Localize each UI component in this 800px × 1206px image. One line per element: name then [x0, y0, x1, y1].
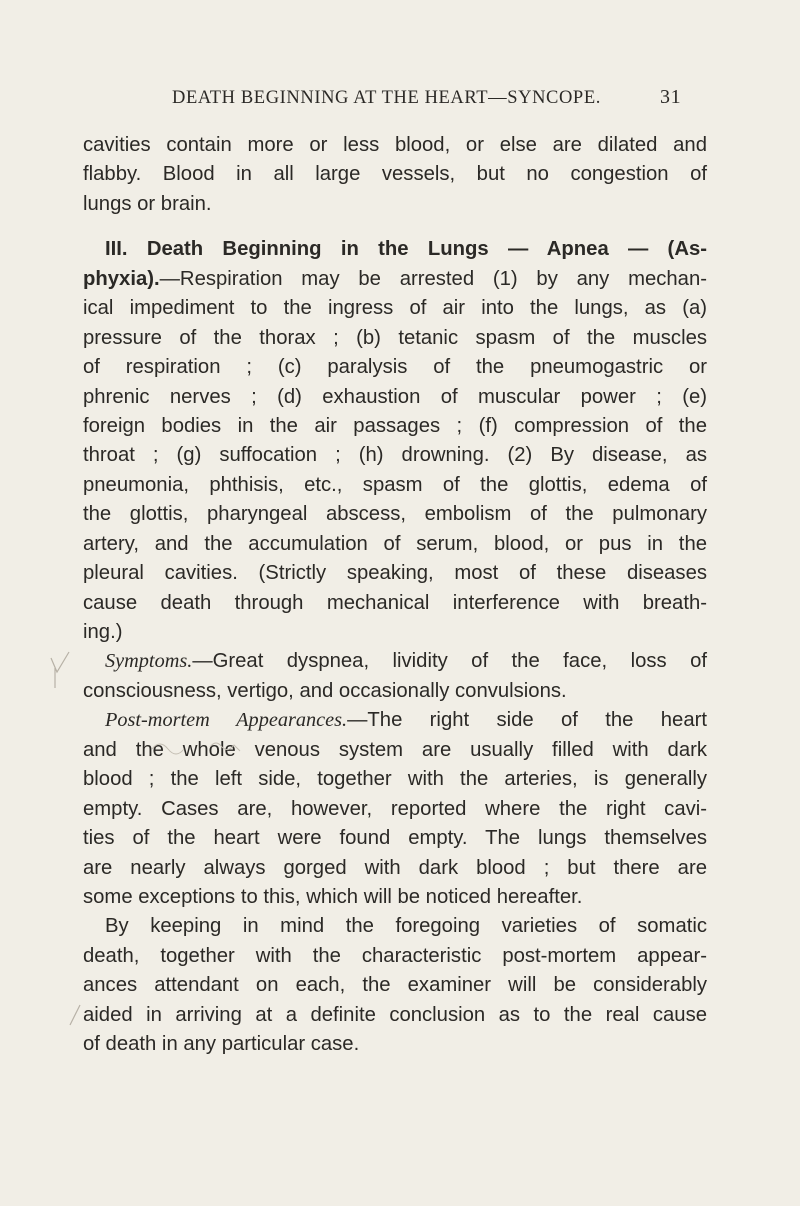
subheading-symptoms: Symptoms.	[105, 650, 193, 673]
text-line: ances attendant on each, the examiner will be considerably	[83, 974, 707, 997]
text-line: cause death through mechanical interference with breath-	[83, 591, 707, 614]
text-line: are nearly always gorged with dark blood ; but there are	[83, 856, 707, 879]
text-line	[83, 647, 707, 676]
margin-pencil-mark	[68, 1003, 82, 1027]
margin-pencil-mark	[49, 650, 71, 690]
pencil-smudge	[150, 735, 260, 755]
section-heading: III. Death Beginning in the Lungs — Apnea — (As-	[105, 238, 707, 261]
running-header	[0, 82, 800, 116]
text-line: pleural cavities. (Strictly speaking, most of these diseases	[83, 562, 707, 585]
paragraph-gap	[83, 219, 707, 235]
text-line	[83, 706, 707, 735]
text-line: pneumonia, phthisis, etc., spasm of the glottis, edema of	[83, 473, 707, 496]
text-line: consciousness, vertigo, and occasionally convulsions.	[83, 679, 567, 702]
chapter-title: DEATH BEGINNING AT THE HEART—SYNCOPE.	[172, 88, 601, 108]
text-run: —Great dyspnea, lividity of the face, loss of	[192, 650, 707, 673]
text-line: and the whole venous system are usually filled with dark	[83, 738, 707, 761]
text-line: the glottis, pharyngeal abscess, embolism of the pulmonary	[83, 503, 707, 526]
text-line: flabby. Blood in all large vessels, but no congestion of	[83, 163, 707, 186]
text-line: artery, and the accumulation of serum, blood, or pus in the	[83, 532, 707, 555]
text-line: lungs or brain.	[83, 192, 212, 215]
text-line: blood ; the left side, together with the arteries, is generally	[83, 768, 707, 791]
section-heading-cont: phyxia).	[83, 267, 160, 290]
text-run: —Respiration may be arrested (1) by any mechan-	[159, 267, 707, 290]
text-run: —The right side of the heart	[347, 709, 707, 732]
page-number: 31	[660, 86, 682, 108]
text-line: throat ; (g) suffocation ; (h) drowning. (2) By disease, as	[83, 444, 707, 467]
text-line: some exceptions to this, which will be noticed hereafter.	[83, 885, 583, 908]
text-line: phrenic nerves ; (d) exhaustion of muscular power ; (e)	[83, 385, 707, 408]
body-text	[83, 131, 707, 1060]
text-line: aided in arriving at a definite conclusion as to the real cause	[83, 1003, 707, 1026]
text-line: cavities contain more or less blood, or else are dilated and	[83, 134, 707, 156]
subheading-post-mortem: Post-mortem Appearances.	[105, 709, 348, 732]
text-line: By keeping in mind the foregoing varieties of somatic	[105, 915, 707, 938]
text-line: pressure of the thorax ; (b) tetanic spasm of the muscles	[83, 326, 707, 349]
text-line: empty. Cases are, however, reported where the right cavi-	[83, 797, 707, 820]
text-line: ical impediment to the ingress of air into the lungs, as (a)	[83, 297, 707, 320]
text-line: of respiration ; (c) paralysis of the pneumogastric or	[83, 356, 707, 379]
text-line: death, together with the characteristic post-mortem appear-	[83, 944, 707, 967]
text-line: foreign bodies in the air passages ; (f) compression of the	[83, 414, 707, 437]
text-line: ing.)	[83, 621, 123, 643]
text-line: of death in any particular case.	[83, 1033, 360, 1056]
text-line	[83, 265, 707, 294]
text-line: ties of the heart were found empty. The lungs themselves	[83, 827, 707, 850]
